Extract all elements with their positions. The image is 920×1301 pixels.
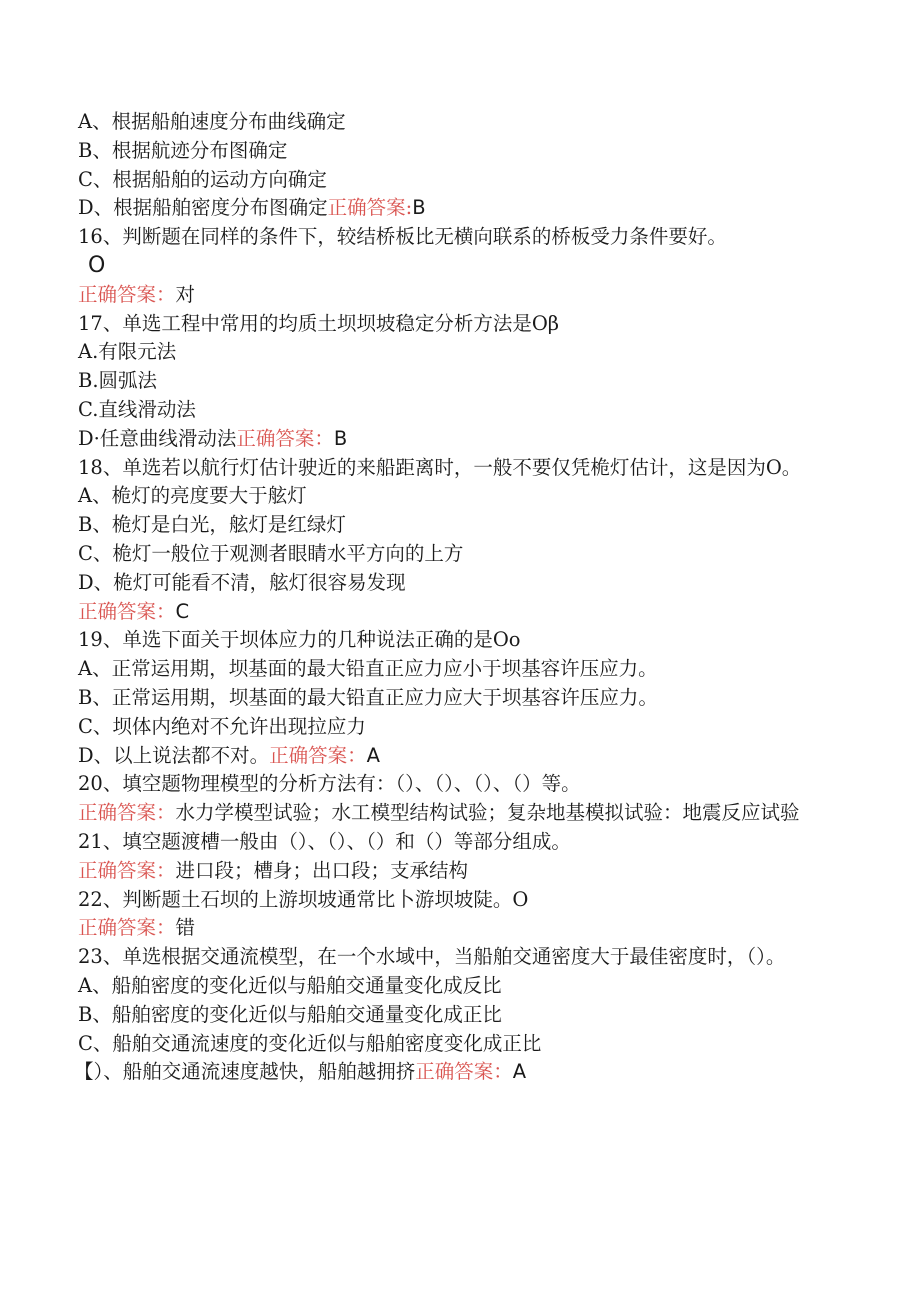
q21-answer-line — [78, 857, 838, 886]
q16-answer: 对 — [175, 282, 196, 306]
answer-label: 正确答案： — [78, 801, 176, 825]
q23-stem: 23、单选根据交通流模型，在一个水域中，当船舶交通密度大于最佳密度时，（）。 — [78, 945, 786, 969]
q15-answer: B — [412, 196, 426, 220]
answer-label: 正确答案： — [236, 426, 334, 450]
q23-option-a: A、船舶密度的变化近似与船舶交通量变化成反比 — [78, 973, 502, 997]
q16-stem: 16、判断题在同样的条件下，较结桥板比无横向联系的桥板受力条件要好。 — [78, 225, 727, 249]
q23-answer: A — [512, 1060, 527, 1084]
q15-option-d: D、根据船舶密度分布图确定 — [78, 196, 328, 220]
q18-answer: C — [175, 599, 190, 623]
q16-answer-line — [78, 281, 838, 310]
q17-option-c: C.直线滑动法 — [78, 397, 196, 421]
q19-option-c: C、坝体内绝对不允许出现拉应力 — [78, 714, 366, 738]
q22-answer: 错 — [175, 916, 196, 940]
q15-option-a: A、根据船舶速度分布曲线确定 — [78, 110, 346, 133]
q19-stem: 19、单选下面关于坝体应力的几种说法正确的是Oo — [78, 628, 521, 652]
q20-answer-line — [78, 799, 838, 828]
q16-blank: O — [88, 252, 106, 278]
answer-label: 正确答案： — [269, 743, 367, 767]
answer-label: 正确答案： — [78, 599, 176, 623]
q19-option-a: A、正常运用期，坝基面的最大铅直正应力应小于坝基容许压应力。 — [78, 657, 658, 681]
q16-blank-line — [78, 252, 838, 281]
q15-option-d-with-answer — [78, 194, 838, 223]
q23-option-d-with-answer — [74, 1058, 838, 1087]
q20-stem: 20、填空题物理模型的分析方法有：（）、（）、（）、（）等。 — [78, 772, 581, 796]
q17-option-d-with-answer — [78, 425, 838, 454]
q18-stem: 18、单选若以航行灯估计驶近的来船距离时，一般不要仅凭桅灯估计，这是因为O。 — [78, 455, 802, 479]
q18-option-c: C、桅灯一般位于观测者眼睛水平方向的上方 — [78, 541, 464, 565]
q17-stem: 17、单选工程中常用的均质土坝坝坡稳定分析方法是Oβ — [78, 311, 560, 335]
q23-option-c: C、船舶交通流速度的变化近似与船舶密度变化成正比 — [78, 1031, 542, 1055]
q19-option-b: B、正常运用期，坝基面的最大铅直正应力应大于坝基容许压应力。 — [78, 685, 658, 709]
answer-label: 正确答案： — [78, 858, 176, 882]
q22-answer-line — [78, 914, 838, 943]
q18-option-d: D、桅灯可能看不清，舷灯很容易发现 — [78, 570, 406, 594]
q15-option-c: C、根据船舶的运动方向确定 — [78, 167, 327, 191]
q21-answer: 进口段；槽身；出口段；支承结构 — [175, 858, 469, 882]
q18-option-b: B、桅灯是白光，舷灯是红绿灯 — [78, 513, 346, 537]
answer-label: 正确答案: — [327, 196, 413, 220]
answer-label: 正确答案： — [415, 1060, 513, 1084]
q17-option-d: D·任意曲线滑动法 — [78, 426, 237, 450]
q21-stem: 21、填空题渡槽一般由（）、（）、（）和（）等部分组成。 — [78, 829, 571, 853]
q17-option-a: A.有限元法 — [78, 340, 177, 364]
q17-answer: B — [333, 426, 348, 450]
q19-option-d-with-answer — [78, 742, 838, 771]
q17-option-b: B.圆弧法 — [78, 369, 158, 393]
q23-option-d: 【）、船舶交通流速度越快，船舶越拥挤 — [74, 1060, 416, 1084]
q20-answer: 水力学模型试验；水工模型结构试验；复杂地基模拟试验：地震反应试验 — [175, 801, 800, 825]
q18-answer-line — [78, 598, 838, 627]
q23-option-b: B、船舶密度的变化近似与船舶交通量变化成正比 — [78, 1002, 502, 1026]
q19-option-d: D、以上说法都不对。 — [78, 743, 270, 767]
q19-answer: A — [366, 743, 380, 767]
q15-option-b: B、根据航迹分布图确定 — [78, 138, 288, 162]
answer-label: 正确答案： — [78, 916, 176, 940]
answer-label: 正确答案： — [78, 282, 176, 306]
q22-stem: 22、判断题土石坝的上游坝坡通常比卜游坝坡陡。O — [78, 887, 529, 911]
q18-option-a: A、桅灯的亮度要大于舷灯 — [78, 484, 307, 508]
document-page — [74, 108, 838, 1087]
